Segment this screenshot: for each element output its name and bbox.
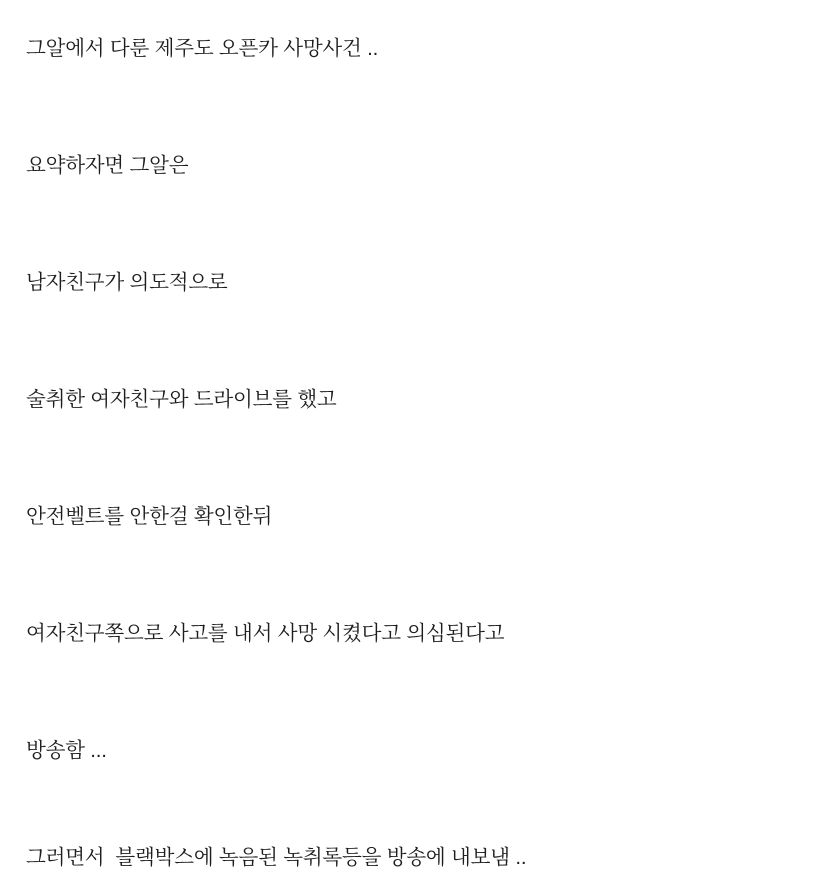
paragraph-6: 여자친구쪽으로 사고를 내서 사망 시켰다고 의심된다고 — [26, 621, 505, 645]
paragraph-4: 술취한 여자친구와 드라이브를 했고 — [26, 387, 337, 411]
paragraph-1: 그알에서 다룬 제주도 오픈카 사망사건 .. — [26, 36, 379, 60]
paragraph-8: 그러면서 블랙박스에 녹음된 녹취록등을 방송에 내보냄 .. — [26, 845, 527, 869]
paragraph-5: 안전벨트를 안한걸 확인한뒤 — [26, 504, 273, 528]
paragraph-2: 요약하자면 그알은 — [26, 153, 189, 177]
paragraph-3: 남자친구가 의도적으로 — [26, 270, 228, 294]
paragraph-7: 방송함 ... — [26, 738, 107, 762]
